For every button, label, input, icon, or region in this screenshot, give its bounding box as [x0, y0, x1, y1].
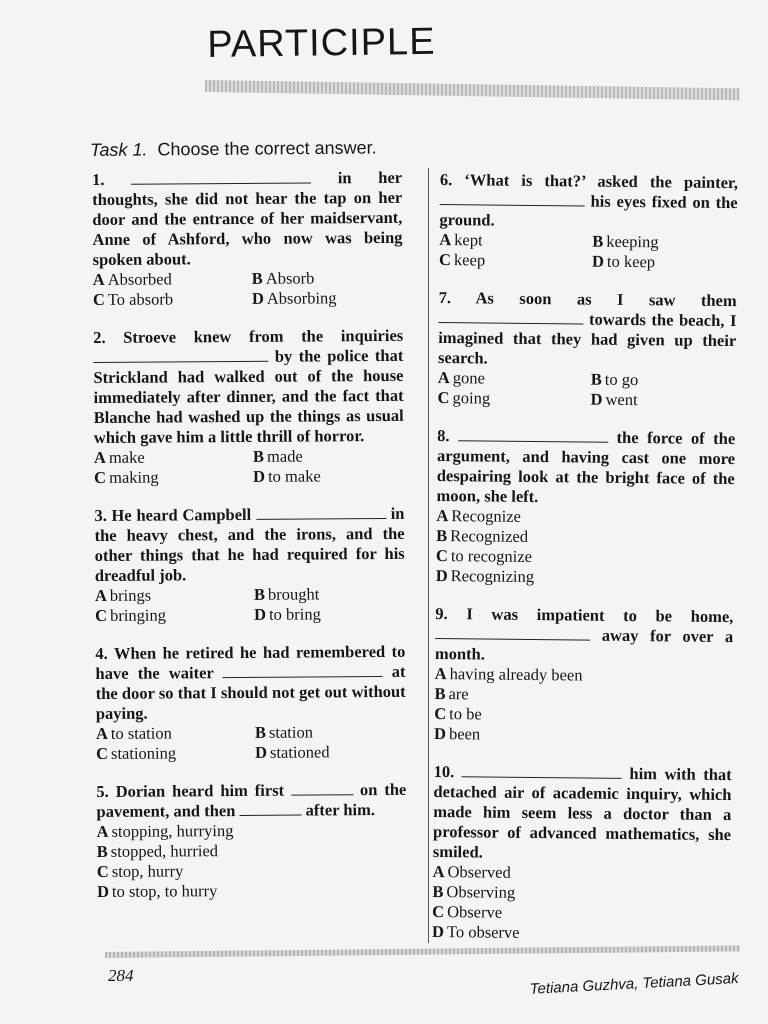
stem-text: by the police that Strickland had walked out of the house immediately after dinner, and the fact that Blanche had washed up the things as usual which gave him a little thrill of horror. [93, 345, 404, 447]
option-letter: D [255, 742, 268, 762]
option-b [592, 232, 737, 254]
option-letter: B [590, 369, 602, 389]
stem-text: away for over a month. [434, 625, 734, 664]
answer-options [93, 268, 403, 310]
stem-text: 8. [437, 425, 450, 446]
option-letter: D [590, 389, 603, 409]
option-text: Recognized [450, 526, 529, 546]
answer-options [97, 820, 408, 902]
option-a [95, 585, 246, 606]
option-d [97, 880, 407, 902]
stem-text: him with that detached air of academic inquiry, which made him seem less a doctor than a professor of advanced mathematics, she smiled. [432, 764, 732, 862]
stem-text: in her thoughts, she did not hear the tap on her door and the entrance of her maidservant, Anne of Ashford, who now was being spoken about. [92, 167, 403, 269]
answer-blank [462, 762, 622, 779]
option-text: To absorb [107, 289, 174, 309]
stem-text: 2. Stroeve knew from the inquiries [93, 325, 404, 347]
answer-options [438, 368, 736, 411]
question-stem [435, 604, 734, 667]
option-letter: C [432, 901, 445, 922]
stem-text: on the pavement, and then [96, 779, 407, 821]
option-text: having already been [449, 664, 583, 685]
task-number: Task 1. [90, 139, 148, 160]
option-a [93, 269, 244, 290]
option-text: gone [452, 368, 485, 388]
option-text: to recognize [450, 546, 533, 566]
option-text: to make [267, 466, 321, 486]
stem-text: towards the beach, I imagined that they had given up their search. [437, 309, 737, 368]
option-b [591, 370, 736, 392]
task-instruction: Choose the correct answer. [157, 137, 377, 160]
option-text: keeping [606, 231, 659, 252]
option-text: stationed [269, 742, 330, 762]
option-text: bringing [109, 605, 167, 625]
option-letter: D [431, 921, 445, 942]
option-text: making [109, 467, 159, 487]
option-text: to be [449, 704, 482, 724]
option-text: Absorbing [266, 288, 337, 308]
option-letter: A [95, 723, 108, 743]
question-7 [438, 288, 737, 411]
option-text: are [448, 684, 469, 704]
option-letter: D [254, 604, 267, 624]
option-letter: B [253, 584, 266, 604]
footer-authors: Tetiana Guzhva, Tetiana Gusak [529, 970, 739, 998]
option-letter: B [96, 841, 108, 861]
page-number: 284 [108, 966, 134, 985]
answer-blank [223, 662, 383, 678]
option-letter: C [437, 387, 450, 408]
option-d [434, 724, 732, 747]
question-5 [96, 780, 407, 902]
option-text: Observing [446, 882, 516, 902]
option-b [252, 268, 403, 289]
stem-text: 10. [433, 761, 455, 782]
option-text: keep [453, 250, 486, 270]
option-letter: C [96, 861, 109, 881]
option-text: make [108, 447, 145, 467]
question-stem [438, 288, 737, 371]
option-letter: A [94, 585, 107, 605]
question-stem [94, 504, 405, 586]
option-letter: A [436, 505, 449, 526]
option-b [255, 722, 406, 743]
task-heading [90, 137, 377, 160]
option-text: Observed [447, 862, 511, 882]
answer-options [434, 664, 733, 747]
option-letter: B [251, 268, 263, 288]
option-letter: D [435, 565, 448, 586]
option-text: stationing [110, 743, 177, 763]
option-d [592, 252, 737, 274]
option-letter: D [433, 723, 447, 744]
stem-text: 9. I was impatient to be home, [435, 603, 734, 627]
option-text: stopping, hurrying [111, 821, 234, 841]
stem-text: after him. [305, 800, 376, 820]
option-c [438, 388, 583, 410]
question-2 [93, 326, 404, 488]
option-letter: D [251, 288, 264, 308]
option-letter: C [96, 743, 109, 763]
option-text: going [452, 388, 491, 408]
answer-blank [239, 801, 301, 816]
stem-text: his eyes fixed on the ground. [439, 191, 738, 230]
option-text: Absorb [265, 268, 315, 288]
option-d [254, 604, 405, 625]
option-letter: C [435, 545, 448, 566]
option-letter: B [254, 722, 267, 742]
option-letter: C [92, 289, 105, 309]
option-c [96, 743, 247, 764]
option-text: Absorbed [107, 269, 172, 289]
question-stem [433, 762, 732, 865]
question-3 [94, 504, 405, 626]
option-b [254, 584, 405, 605]
answer-options [439, 230, 737, 273]
option-a [97, 820, 407, 842]
answer-blank [131, 168, 311, 184]
option-letter: B [434, 683, 446, 704]
question-1 [92, 168, 403, 310]
question-6 [439, 170, 738, 273]
question-stem [436, 426, 735, 509]
answer-options [432, 862, 731, 945]
option-text: to stop, to hurry [111, 881, 218, 901]
stem-text: 4. When he retired he had remembered to have the waiter [95, 641, 406, 683]
option-text: to bring [268, 604, 321, 624]
option-d [253, 466, 404, 487]
right-column [432, 170, 738, 963]
option-letter: A [92, 269, 105, 289]
question-4 [95, 642, 406, 764]
option-letter: C [95, 605, 108, 625]
answer-options [94, 446, 404, 488]
option-text: to keep [606, 251, 656, 272]
stem-text: 3. He heard Campbell [94, 504, 252, 525]
option-c [439, 250, 584, 272]
option-text: went [605, 389, 638, 410]
option-text: made [266, 446, 303, 466]
answer-blank [93, 347, 268, 363]
option-d [432, 922, 730, 945]
option-text: station [268, 722, 314, 742]
option-text: stop, hurry [111, 861, 184, 881]
option-text: brings [109, 585, 152, 605]
option-c [93, 289, 244, 310]
option-letter: A [93, 447, 106, 467]
option-text: to go [604, 369, 639, 390]
option-letter: C [434, 703, 447, 724]
option-letter: B [432, 881, 444, 902]
option-text: brought [267, 584, 320, 604]
question-stem [92, 168, 403, 270]
option-text: stopped, hurried [110, 841, 219, 861]
option-d [436, 566, 734, 589]
question-10 [432, 762, 732, 945]
option-d [255, 742, 406, 763]
option-letter: B [592, 231, 604, 251]
option-c [97, 860, 407, 882]
column-divider [428, 168, 429, 943]
stem-text: 1. [92, 169, 105, 189]
option-b [253, 446, 404, 467]
option-a [94, 447, 245, 468]
option-letter: D [253, 466, 266, 486]
option-letter: A [434, 663, 447, 684]
answer-blank [440, 190, 585, 207]
option-c [94, 467, 245, 488]
option-d [252, 288, 403, 309]
option-letter: D [591, 251, 605, 271]
question-stem [93, 326, 404, 448]
option-letter: B [252, 446, 265, 466]
option-letter: D [96, 881, 110, 901]
option-text: To observe [446, 922, 520, 942]
question-8 [436, 426, 736, 589]
left-column [92, 168, 407, 920]
option-text: Recognizing [450, 566, 535, 587]
option-text: been [448, 724, 481, 744]
option-letter: A [96, 821, 109, 841]
answer-blank [256, 504, 386, 520]
answer-options [96, 722, 406, 764]
question-9 [434, 604, 733, 747]
answer-blank [435, 624, 590, 641]
option-a [96, 723, 247, 744]
option-b [97, 840, 407, 862]
answer-options [436, 506, 735, 589]
option-a [439, 230, 584, 252]
stem-text: 6. ‘What is that?’ asked the painter, [439, 170, 738, 193]
answer-blank [438, 308, 583, 325]
option-text: Observe [447, 902, 503, 922]
option-text: kept [454, 230, 483, 250]
question-stem [96, 780, 406, 822]
option-letter: A [437, 367, 450, 388]
question-stem [439, 170, 738, 233]
answer-blank [458, 426, 608, 443]
option-c [95, 605, 246, 626]
option-letter: C [438, 249, 452, 270]
option-letter: C [94, 467, 107, 487]
stem-text: 5. Dorian heard him first [96, 780, 285, 801]
option-text: Recognize [451, 506, 522, 526]
option-letter: B [436, 525, 448, 546]
option-d [590, 390, 735, 412]
answer-blank [291, 780, 353, 795]
title-divider [205, 80, 740, 100]
page-title: PARTICIPLE [207, 20, 436, 66]
option-a [438, 368, 583, 390]
stem-text: 7. As soon as I saw them [438, 287, 737, 311]
option-letter: A [439, 229, 452, 250]
answer-options [95, 584, 405, 626]
option-text: to station [110, 723, 172, 743]
option-letter: A [432, 861, 445, 882]
question-stem [95, 642, 406, 724]
stem-text: at the door so that I should not get out without paying. [95, 661, 406, 723]
stem-text: the force of the argument, and having cast one more despairing look at the bright face of the moon, she left. [436, 427, 736, 507]
stem-text: in the heavy chest, and the irons, and the other things that he had required for his dreadful job. [94, 503, 405, 585]
